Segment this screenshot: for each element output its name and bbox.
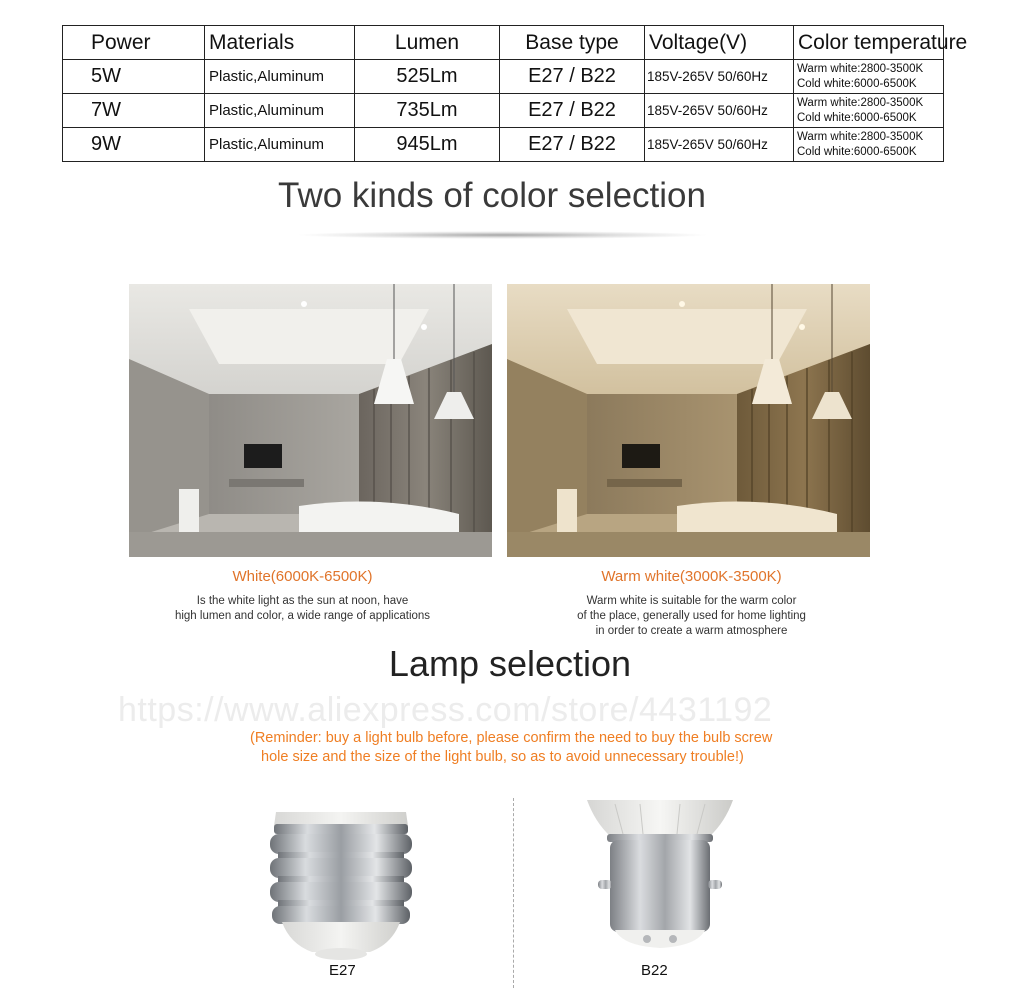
ct-cold: Cold white:6000-6500K xyxy=(797,111,917,124)
cell-power: 7W xyxy=(63,94,205,128)
warm-caption-line: in order to create a warm atmosphere xyxy=(595,625,788,637)
warm-caption xyxy=(510,568,873,639)
ct-warm: Warm white:2800-3500K xyxy=(797,62,924,75)
table-row xyxy=(63,94,944,128)
header-materials: Materials xyxy=(205,26,355,60)
cell-base-type: E27 / B22 xyxy=(500,94,645,128)
cell-lumen: 945Lm xyxy=(355,128,500,162)
white-caption-line: high lumen and color, a wide range of applications xyxy=(174,610,431,622)
ct-cold: Cold white:6000-6500K xyxy=(797,77,917,90)
store-watermark: https://www.aliexpress.com/store/4431192 xyxy=(118,691,773,729)
b22-label: B22 xyxy=(641,962,668,979)
lamp-selection-title: Lamp selection xyxy=(388,643,632,684)
table-row xyxy=(63,128,944,162)
warm-room-image xyxy=(507,284,870,557)
cell-materials: Plastic,Aluminum xyxy=(205,60,355,94)
cell-color-temperature xyxy=(794,94,944,128)
bulb-divider xyxy=(513,798,514,988)
header-base-type: Base type xyxy=(500,26,645,60)
warm-caption-title: Warm white(3000K-3500K) xyxy=(601,568,782,585)
ct-warm: Warm white:2800-3500K xyxy=(797,130,924,143)
cell-voltage: 185V-265V 50/60Hz xyxy=(645,128,794,162)
white-caption xyxy=(135,568,470,624)
cell-voltage: 185V-265V 50/60Hz xyxy=(645,60,794,94)
cell-power: 9W xyxy=(63,128,205,162)
cell-base-type: E27 / B22 xyxy=(500,128,645,162)
header-color-temperature: Color temperature xyxy=(794,26,944,60)
white-caption-line: Is the white light as the sun at noon, have xyxy=(196,595,409,607)
cell-voltage: 185V-265V 50/60Hz xyxy=(645,94,794,128)
cell-lumen: 735Lm xyxy=(355,94,500,128)
b22-bayonet-base-icon xyxy=(585,800,735,957)
warm-caption-line: Warm white is suitable for the warm color xyxy=(586,595,797,607)
spec-table xyxy=(62,25,968,162)
cell-color-temperature xyxy=(794,60,944,94)
cell-materials: Plastic,Aluminum xyxy=(205,128,355,162)
reminder-text xyxy=(250,729,840,767)
header-voltage: Voltage(V) xyxy=(645,26,794,60)
spec-header-row xyxy=(63,26,944,60)
cell-materials: Plastic,Aluminum xyxy=(205,94,355,128)
ct-warm: Warm white:2800-3500K xyxy=(797,96,924,109)
ct-cold: Cold white:6000-6500K xyxy=(797,145,917,158)
cell-base-type: E27 / B22 xyxy=(500,60,645,94)
e27-label: E27 xyxy=(329,962,356,979)
table-row xyxy=(63,60,944,94)
e27-screw-base-icon xyxy=(262,812,420,965)
cell-power: 5W xyxy=(63,60,205,94)
header-lumen: Lumen xyxy=(355,26,500,60)
white-room-image xyxy=(129,284,492,557)
warm-caption-line: of the place, generally used for home lighting xyxy=(577,610,806,622)
reminder-line: (Reminder: buy a light bulb before, please confirm the need to buy the bulb screw xyxy=(250,730,773,746)
reminder-line: hole size and the size of the light bulb, so as to avoid unnecessary trouble!) xyxy=(261,749,744,765)
header-power: Power xyxy=(63,26,205,60)
cell-lumen: 525Lm xyxy=(355,60,500,94)
title-divider xyxy=(295,231,710,239)
color-selection-title: Two kinds of color selection xyxy=(278,176,706,215)
cell-color-temperature xyxy=(794,128,944,162)
white-caption-title: White(6000K-6500K) xyxy=(232,568,373,585)
